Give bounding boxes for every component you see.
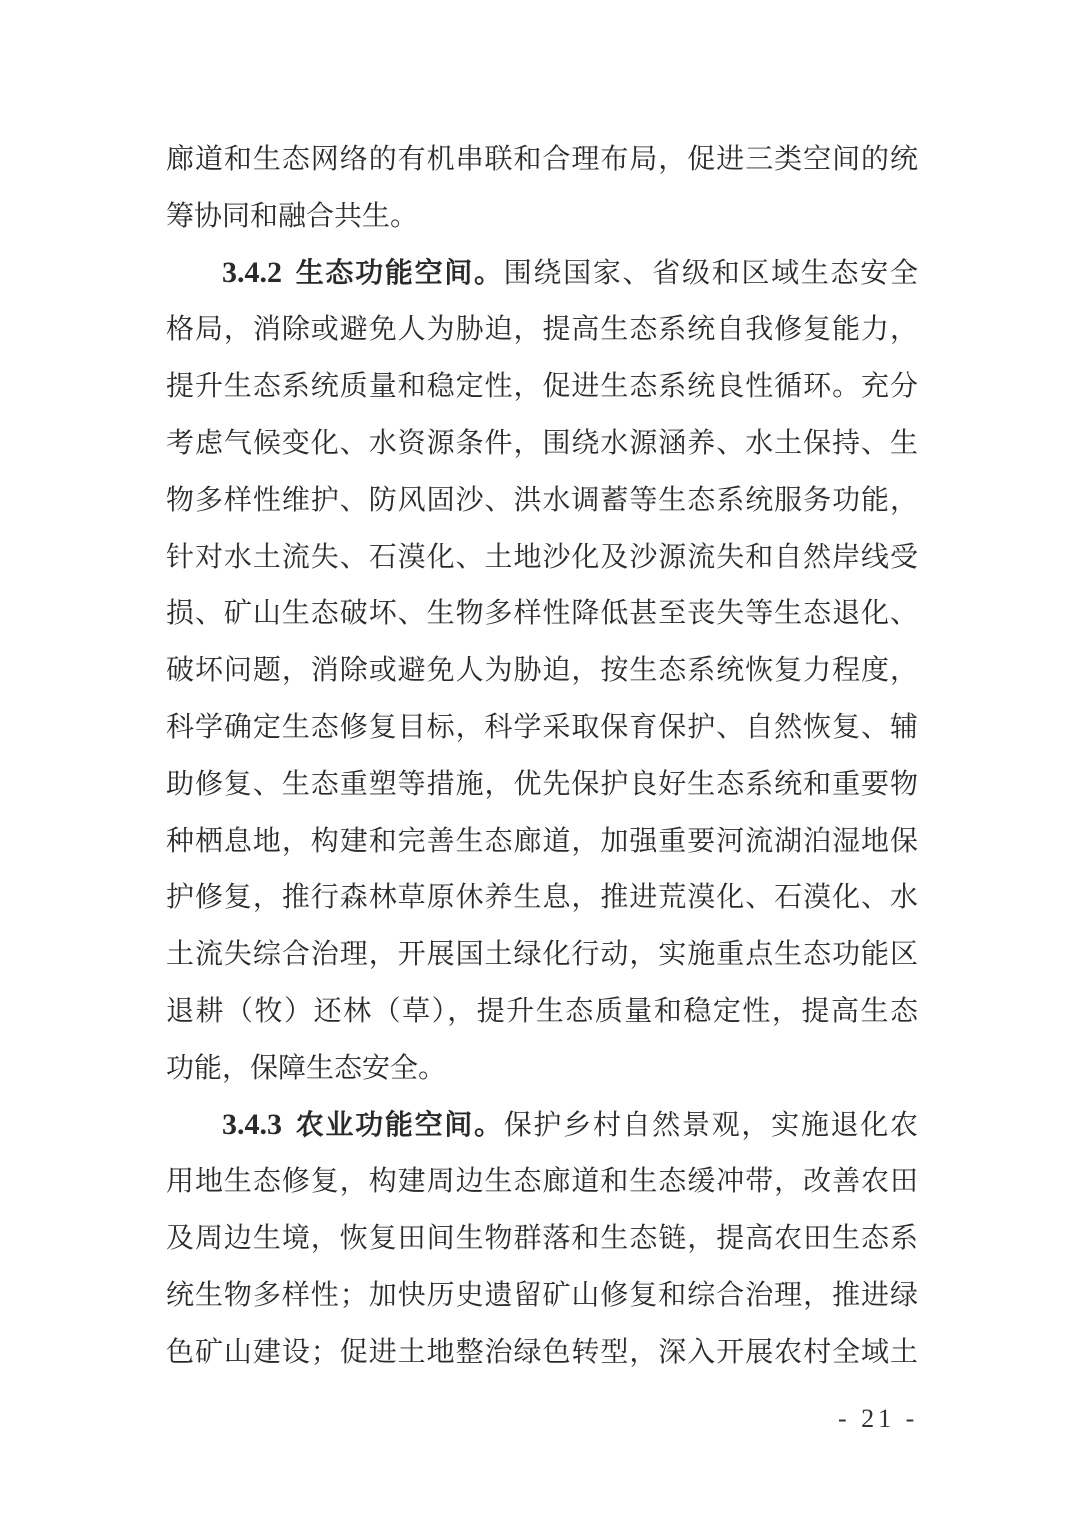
section-number: 3.4.2 <box>222 255 282 289</box>
section-title: 生态功能空间。 <box>294 255 504 289</box>
section-heading-3-4-2 <box>166 245 918 302</box>
text-line: 护修复，推行森林草原休养生息，推进荒漠化、石漠化、水 <box>166 880 918 914</box>
section-heading-3-4-3 <box>166 1097 918 1154</box>
page-number: - 21 - <box>838 1404 919 1433</box>
text-line: 物多样性维护、防风固沙、洪水调蓄等生态系统服务功能， <box>166 482 918 516</box>
text-line: 提升生态系统质量和稳定性，促进生态系统良性循环。充分 <box>166 369 918 403</box>
text-segment: 围绕国家、省级和区域生态安全 <box>503 255 918 289</box>
section-number: 3.4.3 <box>222 1107 282 1141</box>
text-segment: 保护乡村自然景观，实施退化农 <box>503 1107 918 1141</box>
text-line: 格局，消除或避免人为胁迫，提高生态系统自我修复能力， <box>166 312 918 346</box>
text-line: 用地生态修复，构建周边生态廊道和生态缓冲带，改善农田 <box>166 1164 918 1198</box>
text-line: 筹协同和融合共生。 <box>166 198 419 232</box>
text-line: 色矿山建设；促进土地整治绿色转型，深入开展农村全域土 <box>166 1334 918 1368</box>
text-line: 统生物多样性；加快历史遗留矿山修复和综合治理，推进绿 <box>166 1277 918 1311</box>
text-line: 科学确定生态修复目标，科学采取保育保护、自然恢复、辅 <box>166 709 918 743</box>
text-line: 助修复、生态重塑等措施，优先保护良好生态系统和重要物 <box>166 766 918 800</box>
text-line: 土流失综合治理，开展国土绿化行动，实施重点生态功能区 <box>166 937 918 971</box>
text-line: 功能，保障生态安全。 <box>166 1050 447 1084</box>
body-text <box>166 131 918 1381</box>
text-line: 考虑气候变化、水资源条件，围绕水源涵养、水土保持、生 <box>166 425 918 459</box>
text-line: 廊道和生态网络的有机串联和合理布局，促进三类空间的统 <box>166 142 918 175</box>
section-title: 农业功能空间。 <box>294 1107 504 1141</box>
text-line: 损、矿山生态破坏、生物多样性降低甚至丧失等生态退化、 <box>166 596 918 630</box>
text-line: 针对水土流失、石漠化、土地沙化及沙源流失和自然岸线受 <box>166 539 918 573</box>
text-line: 破坏问题，消除或避免人为胁迫，按生态系统恢复力程度， <box>166 653 918 687</box>
text-line: 及周边生境，恢复田间生物群落和生态链，提高农田生态系 <box>166 1221 918 1255</box>
text-line: 退耕（牧）还林（草），提升生态质量和稳定性，提高生态 <box>166 993 918 1027</box>
text-line: 种栖息地，构建和完善生态廊道，加强重要河流湖泊湿地保 <box>166 823 918 857</box>
